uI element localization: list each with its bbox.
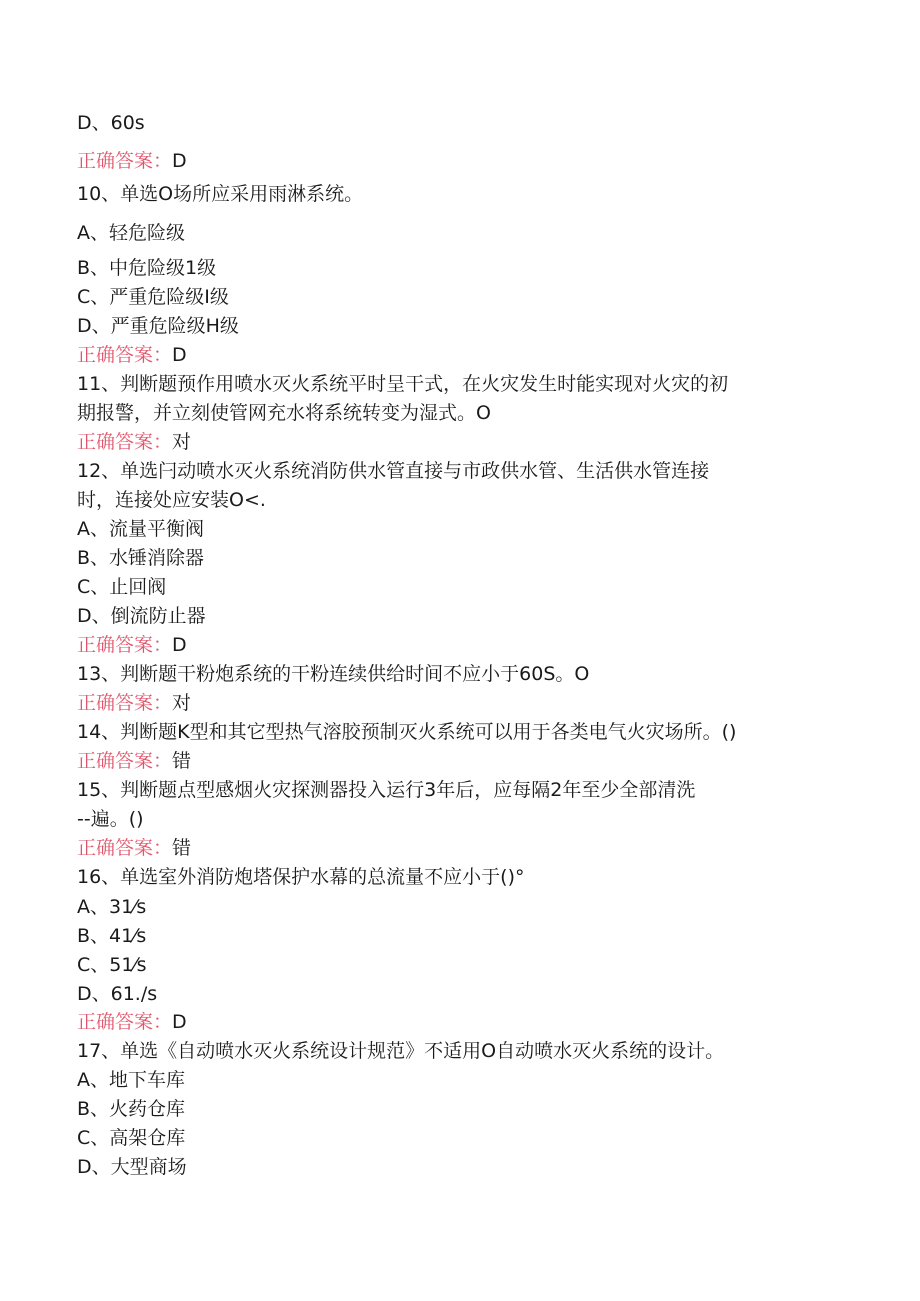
question-15-line1: 15、判断题点型感烟火灾探测器投入运行3年后，应每隔2年至少全部清洗 [77, 779, 696, 801]
answer-line [77, 343, 187, 367]
q16-option-c: C、51⁄s [77, 954, 147, 976]
option-d-60s: D、60s [77, 112, 145, 134]
answer-value: 对 [172, 431, 192, 453]
answer-label: 正确答案： [77, 344, 173, 366]
question-13: 13、判断题干粉炮系统的干粉连续供给时间不应小于60S。O [77, 663, 590, 685]
q17-option-c: C、高架仓库 [77, 1127, 186, 1149]
q10-option-a: A、轻危险级 [77, 222, 185, 244]
answer-value: D [172, 344, 187, 366]
answer-label: 正确答案： [77, 634, 173, 656]
q10-option-c: C、严重危险级I级 [77, 286, 229, 308]
answer-label: 正确答案： [77, 692, 173, 714]
question-15-line2: --遍。() [77, 808, 144, 830]
q10-option-b: B、中危险级1级 [77, 257, 217, 279]
answer-label: 正确答案： [77, 837, 173, 859]
q17-option-a: A、地下车库 [77, 1069, 185, 1091]
answer-line [77, 1010, 187, 1034]
question-12-line1: 12、单选闩动喷水灭火系统消防供水管直接与市政供水管、生活供水管连接 [77, 460, 710, 482]
q16-option-b: B、41⁄s [77, 925, 147, 947]
q10-option-d: D、严重危险级H级 [77, 315, 239, 337]
answer-line [77, 633, 187, 657]
q12-option-a: A、流量平衡阀 [77, 518, 204, 540]
answer-label: 正确答案： [77, 750, 173, 772]
question-16: 16、单选室外消防炮塔保护水幕的总流量不应小于()° [77, 866, 525, 888]
answer-value: 错 [172, 750, 192, 772]
answer-value: D [172, 1011, 187, 1033]
answer-label: 正确答案： [77, 150, 173, 172]
answer-value: 错 [172, 837, 192, 859]
answer-line [77, 836, 191, 860]
q16-option-d: D、61./s [77, 983, 158, 1005]
q17-option-b: B、火药仓库 [77, 1098, 186, 1120]
answer-label: 正确答案： [77, 1011, 173, 1033]
answer-value: D [172, 150, 187, 172]
answer-value: D [172, 634, 187, 656]
question-10: 10、单选O场所应采用雨淋系统。 [77, 183, 364, 205]
question-12-line2: 时，连接处应安装O<. [77, 489, 266, 511]
q12-option-b: B、水锤消除器 [77, 547, 205, 569]
question-17: 17、单选《自动喷水灭火系统设计规范》不适用O自动喷水灭火系统的设计。 [77, 1040, 725, 1062]
answer-label: 正确答案： [77, 431, 173, 453]
answer-line [77, 430, 191, 454]
question-11-line2: 期报警，并立刻使管网充水将系统转变为湿式。O [77, 402, 491, 424]
q12-option-c: C、止回阀 [77, 576, 167, 598]
q16-option-a: A、31⁄s [77, 896, 147, 918]
answer-line [77, 749, 191, 773]
q12-option-d: D、倒流防止器 [77, 605, 206, 627]
answer-line [77, 691, 191, 715]
q17-option-d: D、大型商场 [77, 1156, 187, 1178]
answer-value: 对 [172, 692, 192, 714]
answer-line [77, 149, 187, 173]
question-14: 14、判断题K型和其它型热气溶胶预制灭火系统可以用于各类电气火灾场所。() [77, 721, 737, 743]
question-11-line1: 11、判断题预作用喷水灭火系统平时呈干式，在火灾发生时能实现对火灾的初 [77, 373, 729, 395]
